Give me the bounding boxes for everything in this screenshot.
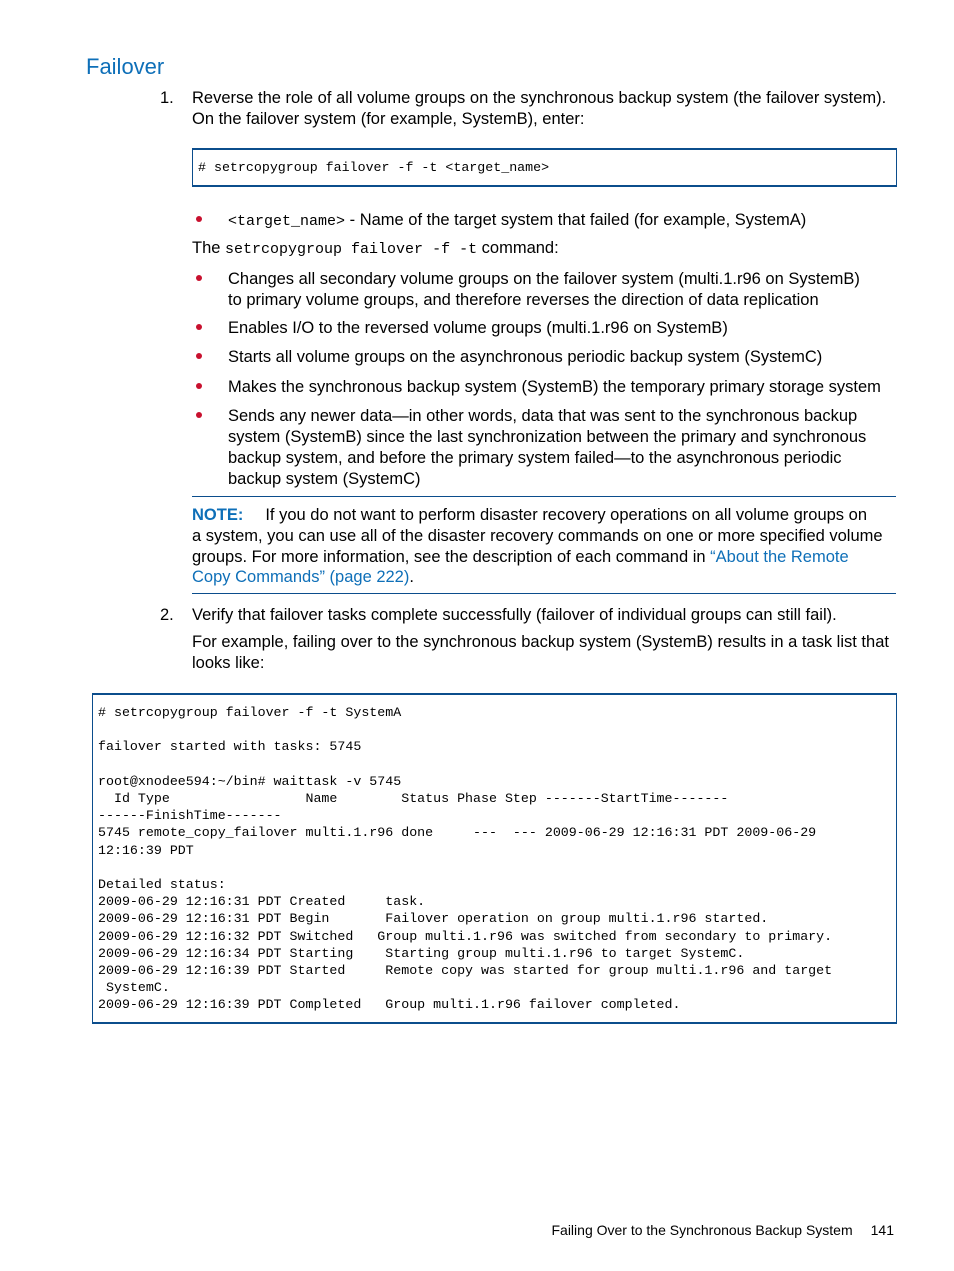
command-intro-code: setrcopygroup failover -f -t: [225, 241, 478, 258]
bullet-line: Changes all secondary volume groups on the failover system (multi.1.r96 on SystemB): [228, 270, 860, 288]
task-list-code: # setrcopygroup failover -f -t SystemA failover started with tasks: 5745 root@xnodee594:~/bin# waittask -v 5745 Id Type Name Status Phase Step -------StartTime------- ------FinishTime------- 5745 remote_copy_failover multi.1.r96 done --- --- 2009-06-29 12:16:31 PDT 2009-06-29 12:16:39 PDT Detailed status: 2009-06-29 12:16:31 PDT Created task. 2009-06-29 12:16:31 PDT Begin Failover operation on group multi.1.r96 started. 2009-06-29 12:16:32 PDT Switched Group multi.1.r96 was switched from secondary to primary. 2009-06-29 12:16:34 PDT Starting Starting group multi.1.r96 to target SystemC. 2009-06-29 12:16:39 PDT Started Remote copy was started for group multi.1.r96 and target SystemC. 2009-06-29 12:16:39 PDT Completed Group multi.1.r96 failover completed.: [98, 705, 833, 1013]
param-code: <target_name>: [228, 213, 346, 230]
bullet-line: Starts all volume groups on the asynchronous periodic backup system (SystemC): [228, 348, 823, 366]
note-line-2: a system, you can use all of the disaster recovery commands on one or more specified volume: [192, 527, 883, 545]
effect-bullet-3: [228, 347, 822, 368]
note-top-rule: [192, 496, 896, 497]
step-2-example-line-1: For example, failing over to the synchronous backup system (SystemB) results in a task list that: [192, 633, 889, 651]
param-text: - Name of the target system that failed (for example, SystemA): [345, 211, 807, 229]
footer-title: Failing Over to the Synchronous Backup System: [551, 1222, 853, 1238]
bullet-marker: [196, 275, 202, 281]
effect-bullet-4: [228, 377, 881, 398]
note-label: NOTE:: [192, 506, 244, 524]
step-2-number: 2.: [160, 606, 174, 624]
bullet-line: to primary volume groups, and therefore reverses the direction of data replication: [228, 291, 819, 309]
param-bullet: [228, 210, 806, 232]
cross-reference-link[interactable]: “About the Remote: [710, 548, 849, 566]
bullet-line: Makes the synchronous backup system (SystemB) the temporary primary storage system: [228, 378, 881, 396]
task-list-code-block: [92, 693, 897, 1024]
note-line-4: [192, 567, 414, 588]
note-end: .: [409, 568, 414, 586]
command-intro-prefix: The: [192, 239, 226, 257]
bullet-line: backup system (SystemC): [228, 470, 421, 488]
bullet-line: Sends any newer data—in other words, data that was sent to the synchronous backup: [228, 407, 858, 425]
step-1-number: 1.: [160, 89, 174, 107]
effect-bullet-1: [228, 269, 860, 311]
command-code: # setrcopygroup failover -f -t <target_name>: [198, 160, 550, 175]
command-intro: [192, 238, 559, 260]
bullet-marker: [196, 383, 202, 389]
section-heading: Failover: [86, 54, 165, 79]
bullet-line: Enables I/O to the reversed volume groups (multi.1.r96 on SystemB): [228, 319, 728, 337]
note-bottom-rule: [192, 593, 896, 594]
note-line-3: [192, 547, 849, 568]
bullet-line: system (SystemB) since the last synchronization between the primary and synchronous: [228, 428, 867, 446]
cross-reference-link-continued[interactable]: Copy Commands” (page 222): [192, 568, 410, 586]
note-text-3: groups. For more information, see the description of each command in: [192, 548, 711, 566]
page-number: 141: [870, 1222, 894, 1238]
note-line-1: [192, 505, 867, 526]
bullet-marker: [196, 412, 202, 418]
bullet-line: backup system, and before the primary system failed—to the asynchronous periodic: [228, 449, 842, 467]
note-text-1: If you do not want to perform disaster recovery operations on all volume groups on: [265, 506, 867, 524]
step-1-line-2: On the failover system (for example, SystemB), enter:: [192, 110, 585, 128]
command-code-block: [192, 148, 897, 187]
step-2-line: Verify that failover tasks complete successfully (failover of individual groups can still fail).: [192, 606, 837, 624]
command-intro-suffix: command:: [477, 239, 559, 257]
bullet-marker: [196, 353, 202, 359]
bullet-marker: [196, 324, 202, 330]
effect-bullet-2: [228, 318, 728, 339]
step-2-example-line-2: looks like:: [192, 654, 265, 672]
page-footer: [551, 1222, 894, 1238]
effect-bullet-5: [228, 406, 866, 490]
bullet-marker: [196, 216, 202, 222]
step-1-line-1: Reverse the role of all volume groups on the synchronous backup system (the failover system).: [192, 89, 887, 107]
